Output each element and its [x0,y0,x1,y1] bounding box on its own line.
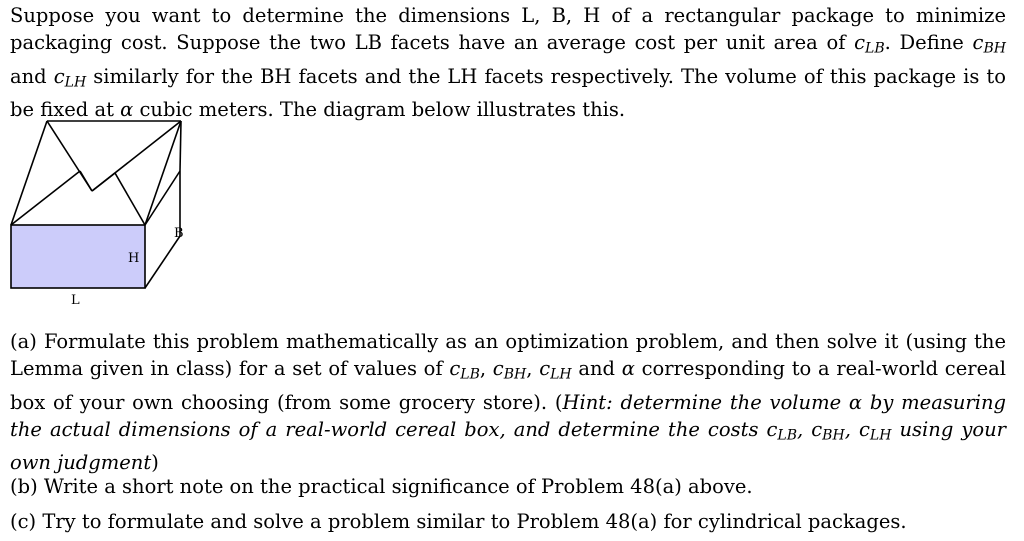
left-flap-outer [11,121,47,225]
c-bh-symbol-hint [811,418,844,441]
intro-text-3: and [10,64,54,88]
c-lb-symbol-a [449,357,480,383]
c-bh-symbol [972,31,1006,57]
intro-text-1: Suppose you want to determine the dimensions L, B, H of a rectangular package to minimize packaging cost. Suppose the two LB facets have an average cost per unit area of [10,4,1006,54]
c1-sub: LB [460,366,480,383]
c-lb-symbol [854,31,885,57]
right-flap-outer [145,121,181,225]
bottom-right-edge [145,236,180,288]
intro-text-4: similarly for the BH facets and the LH facets respectively. The volume of this package is to be fixed at [10,64,1006,121]
alpha-symbol-a: α [621,357,635,380]
intro-text-2: . Define [884,31,973,54]
label-b: B [174,226,184,241]
comma-4: , [844,417,859,441]
c-lb-base: c [854,31,866,54]
c-lh-symbol [54,65,86,88]
comma-2: , [526,357,540,380]
top-left-edge [11,171,80,225]
c-bh-base: c [972,31,984,54]
c6-sub: LH [869,427,892,443]
package-diagram [0,112,200,312]
c3-base: c [539,357,551,380]
part-a-text-3: corresponding to a real-world cereal box of your own choosing (from some grocery store). ( [10,357,1006,414]
c2-sub: BH [503,366,527,383]
label-l: L [71,293,80,308]
part-c-paragraph: (c) Try to formulate and solve a problem similar to Problem 48(a) for cylindrical packages. [10,510,907,533]
c4-sub: LB [777,427,798,443]
c5-sub: BH [822,427,845,443]
comma-3: , [797,417,812,441]
c-lb-symbol-hint [766,418,797,441]
hint-text-3: using your own judgment [10,417,1006,474]
c-lh-base: c [53,64,65,88]
c-lb-sub: LB [865,40,885,57]
alpha-symbol: α [120,98,134,121]
c3-sub: LH [550,366,572,383]
alpha-symbol-hint: α [848,390,863,414]
c-bh-sub: BH [983,40,1006,57]
part-a-paragraph [10,328,1006,476]
flap-diagonal-left [47,121,92,191]
hint-text-2: by measuring the actual dimensions of a real-world cereal box, and determine the costs [10,390,1006,441]
c-lh-symbol-a [539,357,572,383]
flap-inner-edge [115,173,145,225]
flap-diagonal-right [92,121,181,191]
c6-base: c [858,417,870,441]
comma-1: , [479,357,493,380]
flap-back-edge [180,121,181,171]
part-a-text-4: ) [151,451,159,474]
c4-base: c [766,417,778,441]
part-a-text-2: and [571,357,622,380]
intro-text-5: cubic meters. The diagram below illustrates this. [133,98,626,121]
c5-base: c [811,417,823,441]
c2-base: c [492,357,504,380]
c-lh-sub: LH [64,74,87,90]
c1-base: c [449,357,461,380]
label-h: H [128,251,140,266]
part-a-text-1: (a) Formulate this problem mathematically as an optimization problem, and then solve it (using the Lemma given in class) for a set of values of [10,330,1006,380]
intro-paragraph [10,2,1006,123]
part-b-paragraph: (b) Write a short note on the practical significance of Problem 48(a) above. [10,475,753,498]
c-lh-symbol-hint [859,418,891,441]
front-face [11,225,145,288]
top-right-edge [145,171,180,225]
c-bh-symbol-a [492,357,527,383]
hint-text-1: Hint: determine the volume [562,390,849,414]
